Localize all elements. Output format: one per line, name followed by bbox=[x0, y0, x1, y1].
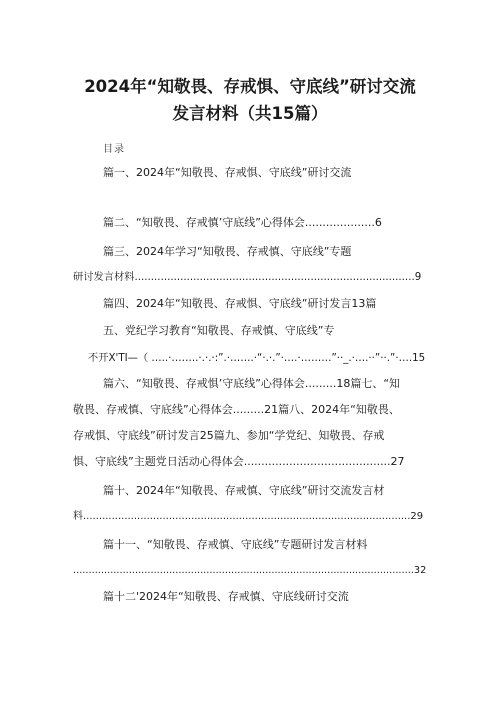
toc-entry-1: 篇一、2024年“知敬畏、存戒惧、守底线”研讨交流 bbox=[103, 166, 352, 179]
toc-entry-11-cont: ..............................................................................................................32 bbox=[73, 565, 427, 576]
toc-entry-6-cont-3: 惧、守底线”主题党日活动心得体会..........................................27 bbox=[73, 455, 405, 468]
toc-entry-3: 篇三、2024年学习“知敬畏、存戒慎、守底线”专题 bbox=[103, 245, 352, 258]
toc-entry-12: 篇十二'2024年“知敬畏、存戒慎、守底线研讨交流 bbox=[103, 590, 349, 603]
document-title-line-2: 发言材料（共15篇） bbox=[172, 104, 328, 123]
toc-entry-10: 篇十、2024年“知敬畏、存戒慎、守底线”研讨交流发言材 bbox=[103, 484, 385, 497]
toc-entry-11: 篇十一、“知敬畏、存戒慎、守底线”专题研讨发言材料 bbox=[103, 538, 368, 551]
toc-entry-4: 篇四、2024年“知敬畏、存戒惧、守底线”研讨发言13篇 bbox=[103, 297, 377, 310]
toc-entry-3-cont: 研讨发言材料......................................................................................9 bbox=[73, 271, 422, 283]
toc-heading: 目录 bbox=[103, 144, 125, 155]
toc-entry-6-cont-2: 存戒惧、守底线”研讨发言25篇九、参加“学党纪、知敬畏、存戒 bbox=[73, 429, 385, 442]
toc-entry-6: 篇六、“知敬畏、存戒惧’守底线”心得体会.........18篇七、“知 bbox=[103, 377, 401, 390]
toc-entry-5: 五、党纪学习教育“知敬畏、存戒慎、守底线”专 bbox=[103, 324, 335, 337]
toc-entry-5-cont: 不开X'TI—（ …..·……..·.·.·:”.·…….·“·.·.”·….·………”··_.·….··”··.”·….15 bbox=[88, 352, 426, 364]
toc-entry-6-cont-1: 敬畏、存戒慎、守底线”心得体会.........21篇八、2024年“知敬畏、 bbox=[73, 403, 400, 416]
toc-entry-2: 篇二、“知敬畏、存戒慎’守底线”心得体会....................6 bbox=[103, 216, 382, 229]
document-title-line-1: 2024年“知敬畏、存戒惧、守底线”研讨交流 bbox=[84, 77, 416, 96]
toc-entry-10-cont: 料.......................................................................................................29 bbox=[73, 511, 424, 522]
